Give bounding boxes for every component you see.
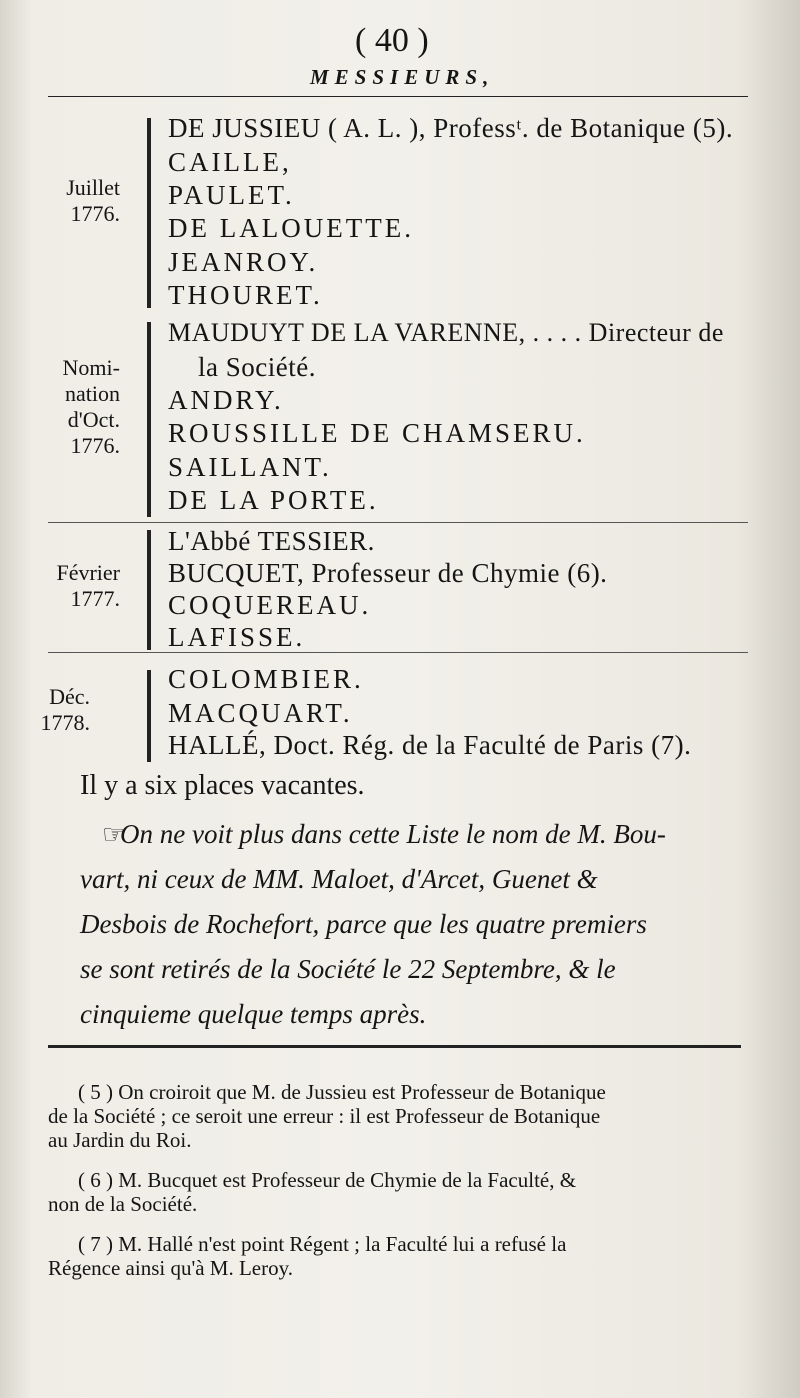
note-line: vart, ni ceux de MM. Maloet, d'Arcet, Guenet & bbox=[80, 864, 598, 894]
note-paragraph bbox=[80, 812, 760, 1037]
member-name: LAFISSE. bbox=[168, 622, 306, 652]
note-line: On ne voit plus dans cette Liste le nom de M. Bou- bbox=[120, 819, 666, 849]
member-name: DE LA PORTE. bbox=[168, 485, 379, 515]
member-name: L'Abbé TESSIER. bbox=[168, 526, 375, 556]
member-name: la Société. bbox=[198, 352, 316, 382]
member-name: ROUSSILLE DE CHAMSERU. bbox=[168, 418, 586, 448]
member-name: COQUEREAU. bbox=[168, 590, 372, 620]
page-heading: MESSIEURS, bbox=[310, 65, 495, 89]
note-line: Desbois de Rochefort, parce que les quatre premiers bbox=[80, 909, 647, 939]
group-date-fevrier-1777: Février 1777. bbox=[56, 560, 120, 611]
footnote-6: ( 6 ) M. Bucquet est Professeur de Chymie de la Faculté, & non de la Société. bbox=[48, 1168, 577, 1216]
member-name: BUCQUET, Professeur de Chymie (6). bbox=[168, 558, 608, 588]
footnote-7: ( 7 ) M. Hallé n'est point Régent ; la Faculté lui a refusé la Régence ainsi qu'à M. Leroy. bbox=[48, 1232, 567, 1280]
member-name: ANDRY. bbox=[168, 385, 284, 415]
member-name: SAILLANT. bbox=[168, 452, 332, 482]
note-line: se sont retirés de la Société le 22 Septembre, & le bbox=[80, 954, 616, 984]
group-bracket bbox=[147, 322, 151, 517]
group-date-juillet-1776: Juillet 1776. bbox=[66, 175, 120, 226]
group-divider bbox=[48, 522, 748, 523]
group-date-decembre-1778: Déc. 1778. bbox=[40, 684, 90, 735]
member-name: MACQUART. bbox=[168, 698, 353, 728]
member-name: PAULET. bbox=[168, 180, 295, 210]
vacancy-line: Il y a six places vacantes. bbox=[80, 770, 365, 801]
member-name: DE LALOUETTE. bbox=[168, 213, 414, 243]
member-name: THOURET. bbox=[168, 280, 323, 310]
group-bracket bbox=[147, 118, 151, 308]
group-divider bbox=[48, 652, 748, 653]
note-line: cinquieme quelque temps après. bbox=[80, 999, 427, 1029]
member-name: DE JUSSIEU ( A. L. ), Professᵗ. de Botanique (5). bbox=[168, 113, 734, 143]
member-name: JEANROY. bbox=[168, 247, 319, 277]
page-number: ( 40 ) bbox=[355, 22, 429, 59]
footnote-rule bbox=[48, 1045, 741, 1048]
member-name: HALLÉ, Doct. Rég. de la Faculté de Paris (7). bbox=[168, 730, 692, 760]
pointing-hand-icon: ☞ bbox=[102, 820, 126, 849]
footnote-5: ( 5 ) On croiroit que M. de Jussieu est Professeur de Botanique de la Société ; ce seroit une erreur : il est Professeur de Botanique au Jardin du Roi. bbox=[48, 1080, 606, 1152]
group-bracket bbox=[147, 670, 151, 762]
member-name: CAILLE, bbox=[168, 147, 292, 177]
member-name: MAUDUYT DE LA VARENNE, . . . . Directeur de bbox=[168, 318, 724, 347]
group-date-octobre-1776: Nomi- nation d'Oct. 1776. bbox=[62, 355, 120, 458]
group-bracket bbox=[147, 530, 151, 650]
heading-rule bbox=[48, 96, 748, 97]
member-name: COLOMBIER. bbox=[168, 664, 364, 694]
